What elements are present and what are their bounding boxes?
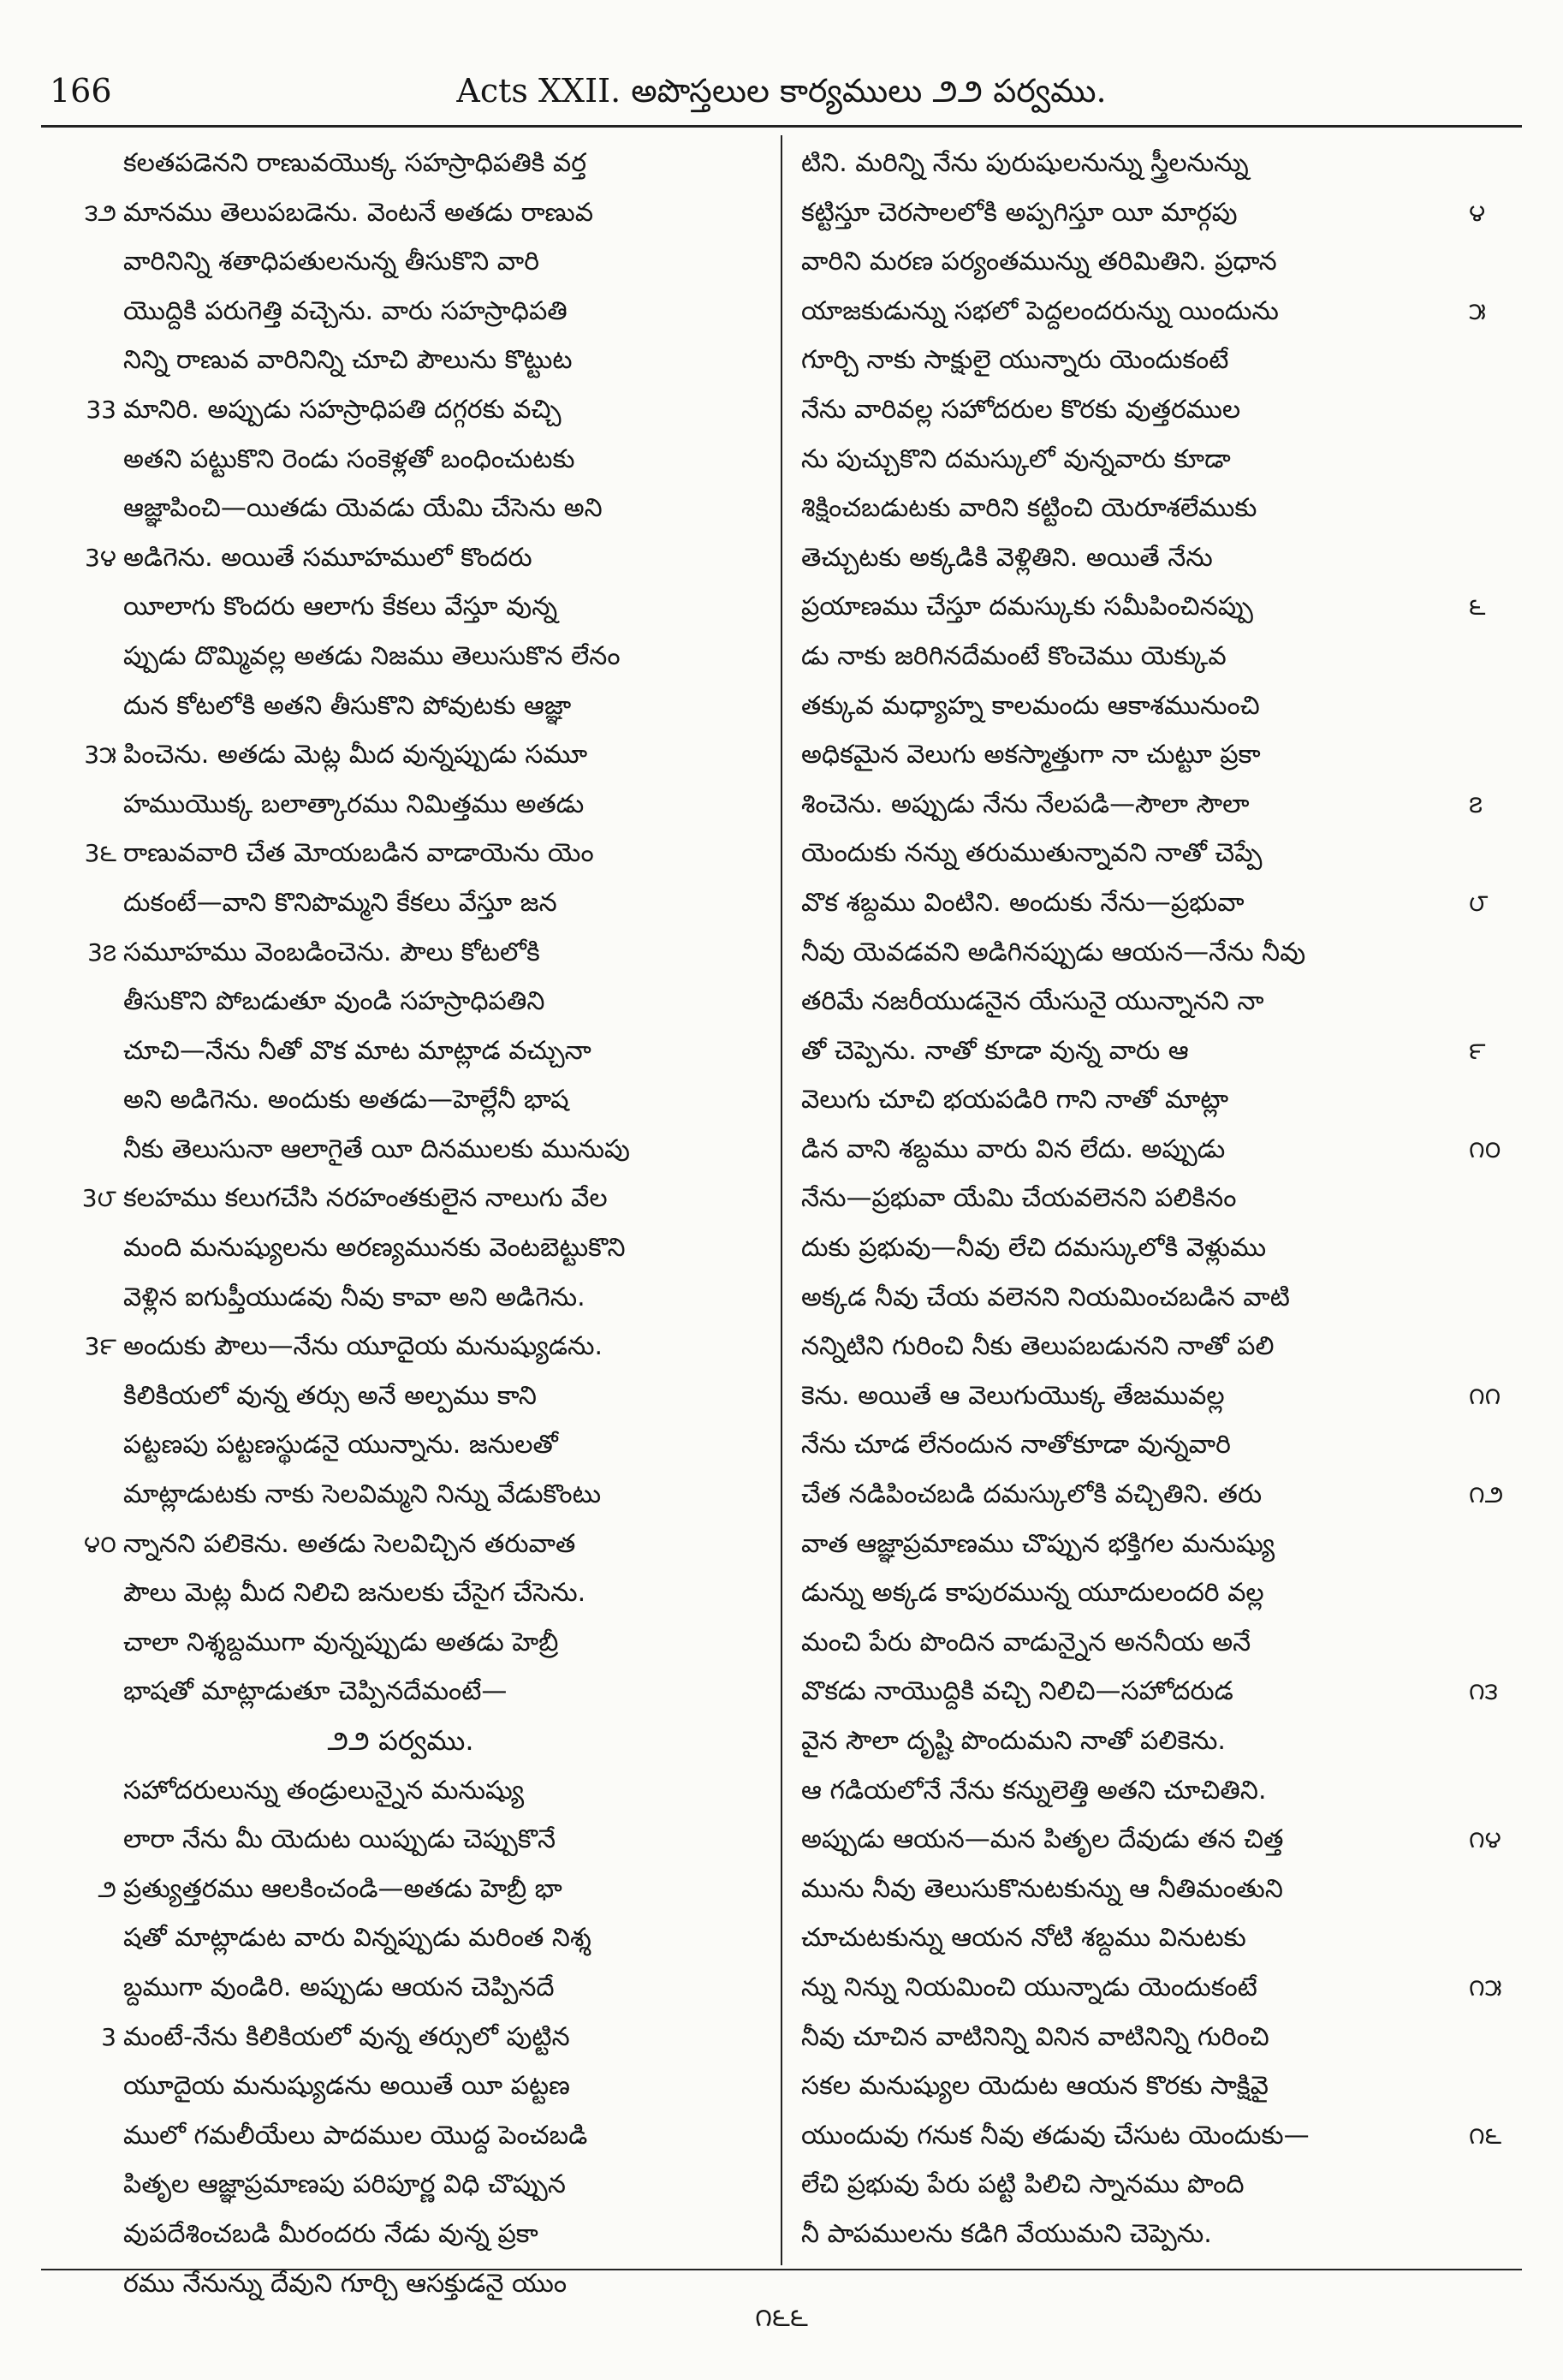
line-text: నీ పాపములను కడిగి వేయుమని చెప్పెను. xyxy=(801,2218,1212,2249)
text-line xyxy=(41,1223,760,1273)
text-line xyxy=(801,188,1520,238)
text-line xyxy=(801,139,1520,188)
line-text: నేను చూడ లేనందున నాతోకూడా వున్నవారి xyxy=(801,1430,1231,1461)
text-line xyxy=(41,1618,760,1668)
line-text: హముయొక్క బలాత్కారము నిమిత్తము అతడు xyxy=(123,788,585,819)
verse-number: ౪ xyxy=(1469,198,1486,227)
text-line xyxy=(41,632,760,681)
text-line xyxy=(801,2111,1520,2161)
text-line xyxy=(41,1963,760,2013)
line-text: డిన వాని శబ్దము వారు విన లేదు. అప్పుడు xyxy=(801,1133,1226,1164)
line-text: ఆ గడియలోనే నేను కన్నులెత్తి అతని చూచితిని. xyxy=(801,1775,1267,1806)
line-text: ను పుచ్చుకొని దమస్కులో వున్నవారు కూడా xyxy=(801,443,1231,474)
line-text: తెచ్చుటకు అక్కడికి వెళ్లితిని. అయితే నేను xyxy=(801,542,1213,573)
text-line xyxy=(801,977,1520,1026)
line-text: న్నానని పలికెను. అతడు సెలవిచ్చిన తరువాత xyxy=(123,1528,576,1559)
line-text: ౨౨ పర్వము. xyxy=(327,1724,474,1757)
text-line xyxy=(41,2259,760,2309)
line-text: పితృల ఆజ్ఞాప్రమాణపు పరిపూర్ణ విధి చొప్పున xyxy=(123,2169,566,2200)
line-text: ప్రయాణము చేస్తూ దమస్కుకు సమీపించినప్పు xyxy=(801,592,1253,622)
line-text: వొకడు నాయొద్దికి వచ్చి నిలిచి—సహోదరుడ xyxy=(801,1676,1233,1707)
text-line xyxy=(801,681,1520,731)
line-text: తక్కువ మధ్యాహ్న కాలమందు ఆకాశమునుంచి xyxy=(801,690,1260,721)
verse-number: ౪౦ xyxy=(83,1529,116,1558)
line-text: షతో మాట్లాడుట వారు విన్నప్పుడు మరింత నిశ్శ xyxy=(123,1923,591,1954)
line-text: ములో గమలీయేలు పాదముల యొద్ద పెంచబడి xyxy=(123,2120,588,2151)
line-text: లారా నేను మీ యెదుట యిప్పుడు చెప్పుకొనే xyxy=(123,1824,556,1855)
left-column xyxy=(41,139,760,2299)
line-text: చూచి—నేను నీతో వొక మాట మాట్లాడ వచ్చునా xyxy=(123,1035,591,1066)
line-text: పించెను. అతడు మెట్ల మీద వున్నప్పుడు సమూ xyxy=(123,740,588,771)
text-line xyxy=(801,1568,1520,1618)
verse-number: 3౭ xyxy=(87,937,116,967)
text-line xyxy=(801,582,1520,632)
text-line xyxy=(41,1865,760,1914)
line-text: పట్టణపు పట్టణస్థుడనై యున్నాను. జనులతో xyxy=(123,1430,558,1461)
line-text: నేను వారివల్ల సహోదరుల కొరకు వుత్తరముల xyxy=(801,394,1241,425)
text-line xyxy=(801,632,1520,681)
verse-number: ౯ xyxy=(1469,1036,1486,1065)
verse-number: ౩౨ xyxy=(85,198,116,227)
text-line xyxy=(801,878,1520,928)
text-line xyxy=(801,287,1520,336)
line-text: ఆజ్ఞాపించి—యితడు యెవడు యేమి చేసెను అని xyxy=(123,493,603,524)
text-line xyxy=(41,2160,760,2210)
right-column xyxy=(801,139,1520,2267)
line-text: యూదైయ మనుష్యుడను అయితే యీ పట్టణ xyxy=(123,2071,570,2102)
text-line xyxy=(801,1174,1520,1223)
text-line xyxy=(41,484,760,533)
line-text: దున కోటలోకి అతని తీసుకొని పోవుటకు ఆజ్ఞా xyxy=(123,690,572,721)
line-text: ప్పుడు దొమ్మివల్ల అతడు నిజము తెలుసుకొన లేనం xyxy=(123,640,621,671)
text-line xyxy=(41,533,760,583)
line-text: దుకంటే—వాని కొనిపొమ్మని కేకలు వేస్తూ జన xyxy=(123,887,557,918)
line-text: తీసుకొని పోబడుతూ వుండి సహస్రాధిపతిని xyxy=(123,986,545,1017)
line-text: వెలుగు చూచి భయపడిరి గాని నాతో మాట్లా xyxy=(801,1085,1229,1116)
line-text: మానిరి. అప్పుడు సహస్రాధిపతి దగ్గరకు వచ్చి xyxy=(123,394,562,425)
line-text: నీవు యెవడవని అడిగినప్పుడు ఆయన—నేను నీవు xyxy=(801,937,1306,967)
verse-number: ౧౦ xyxy=(1469,1134,1501,1163)
verse-number: ౧౧ xyxy=(1469,1381,1501,1410)
line-text: మంచి పేరు పొందిన వాడున్నైన అననీయ అనే xyxy=(801,1627,1251,1657)
text-line xyxy=(801,533,1520,583)
line-text: చూచుటకున్ను ఆయన నోటి శబ్దము వినుటకు xyxy=(801,1923,1246,1954)
line-text: సకల మనుష్యుల యెదుట ఆయన కొరకు సాక్షివై xyxy=(801,2071,1269,2102)
text-line xyxy=(41,928,760,978)
text-line xyxy=(801,1125,1520,1175)
text-line xyxy=(41,435,760,485)
verse-number: ౧౩ xyxy=(1469,1677,1498,1706)
text-line xyxy=(801,829,1520,878)
text-line xyxy=(801,1520,1520,1569)
text-line xyxy=(41,1520,760,1569)
text-line xyxy=(801,1470,1520,1520)
line-text: మంటే-నేను కిలికియలో వున్న తర్సులో పుట్టిన xyxy=(123,2021,570,2052)
line-text: కలతపడెనని రాణువయొక్క సహస్రాధిపతికి వర్త xyxy=(123,148,587,178)
line-text: నన్నిటిని గురించి నీకు తెలుపబడునని నాతో పలి xyxy=(801,1331,1275,1362)
text-line xyxy=(41,2111,760,2161)
text-line xyxy=(41,2062,760,2111)
header-rule xyxy=(41,125,1522,128)
verse-number: ౫ xyxy=(1469,296,1486,325)
verse-number: 33 xyxy=(86,395,116,424)
line-text: మును నీవు తెలుసుకొనుటకున్ను ఆ నీతిమంతుని xyxy=(801,1873,1283,1904)
verse-number: 3౪ xyxy=(84,543,116,572)
column-divider xyxy=(781,135,782,2265)
line-text: శించెను. అప్పుడు నేను నేలపడి—సౌలా సౌలా xyxy=(801,788,1250,819)
line-text: యెందుకు నన్ను తరుముతున్నావని నాతో చెప్పే xyxy=(801,838,1263,869)
verse-number: ౬ xyxy=(1469,592,1486,622)
verse-number: ౧౨ xyxy=(1469,1480,1504,1509)
line-text: దుకు ప్రభువు—నీవు లేచి దమస్కులోకి వెళ్లుము xyxy=(801,1233,1267,1264)
line-text: లేచి ప్రభువు పేరు పట్టి పిలిచి స్నానము పొంది xyxy=(801,2169,1245,2200)
text-line xyxy=(41,237,760,287)
text-line xyxy=(801,1223,1520,1273)
text-line xyxy=(41,1815,760,1865)
text-line xyxy=(801,1667,1520,1717)
footer-rule xyxy=(41,2269,1522,2270)
line-text: మానము తెలుపబడెను. వెంటనే అతడు రాణువ xyxy=(123,197,594,228)
chapter-heading xyxy=(41,1717,760,1766)
text-line xyxy=(41,780,760,830)
text-line xyxy=(41,188,760,238)
printer-signature: ౧౬౬ xyxy=(755,2303,808,2333)
text-line xyxy=(41,1026,760,1076)
line-text: వాత ఆజ్ఞాప్రమాణము చొప్పున భక్తిగల మనుష్యు xyxy=(801,1528,1275,1559)
line-text: చేత నడిపించబడి దమస్కులోకి వచ్చితిని. తరు xyxy=(801,1479,1263,1510)
line-text: వారిని మరణ పర్యంతమున్ను తరిమితిని. ప్రధాన xyxy=(801,247,1277,277)
text-line xyxy=(801,928,1520,978)
text-line xyxy=(41,287,760,336)
line-text: డు నాకు జరిగినదేమంటే కొంచెము యెక్కువ xyxy=(801,640,1227,671)
text-line xyxy=(801,2062,1520,2111)
line-text: అని అడిగెను. అందుకు అతడు—హెల్లేనీ భాష xyxy=(123,1085,569,1116)
verse-number: 3౯ xyxy=(84,1332,116,1361)
text-line xyxy=(801,237,1520,287)
text-line xyxy=(41,1568,760,1618)
line-text: వొక శబ్దము వింటిని. అందుకు నేను—ప్రభువా xyxy=(801,887,1245,918)
text-line xyxy=(41,1371,760,1421)
line-text: బ్దముగా వుండిరి. అప్పుడు ఆయన చెప్పినదే xyxy=(123,1972,555,2002)
text-line xyxy=(41,385,760,435)
text-line xyxy=(801,1420,1520,1470)
text-line xyxy=(801,1766,1520,1816)
line-text: రము నేనున్ను దేవుని గూర్చి ఆసక్తుడనై యుం xyxy=(123,2268,568,2299)
verse-number: 3 xyxy=(101,2022,116,2051)
verse-number: ౧౪ xyxy=(1469,1825,1501,1854)
line-text: అప్పుడు ఆయన—మన పితృల దేవుడు తన చిత్త xyxy=(801,1824,1284,1855)
line-text: శిక్షించబడుటకు వారిని కట్టించి యెరూశలేముకు xyxy=(801,493,1257,524)
text-line xyxy=(41,139,760,188)
text-line xyxy=(801,2013,1520,2062)
line-text: భాషతో మాట్లాడుతూ చెప్పినదేమంటే— xyxy=(123,1676,508,1707)
line-text: వారినిన్ని శతాధిపతులనున్న తీసుకొని వారి xyxy=(123,247,539,277)
text-line xyxy=(801,1717,1520,1766)
text-line xyxy=(41,681,760,731)
text-line xyxy=(801,1322,1520,1371)
verse-number: 3౫ xyxy=(84,741,116,770)
text-line xyxy=(41,730,760,780)
line-text: వెళ్లిన ఐగుప్తీయుడవు నీవు కావా అని అడిగెను. xyxy=(123,1282,585,1312)
line-text: ప్రత్యుత్తరము ఆలకించండి—అతడు హెబ్రీ భా xyxy=(123,1873,562,1904)
text-line xyxy=(41,829,760,878)
text-line xyxy=(801,730,1520,780)
page-header xyxy=(41,67,1522,127)
running-title: Acts XXII. అపొస్తలుల కార్యములు ౨౨ పర్వము. xyxy=(456,72,1107,110)
line-text: అతని పట్టుకొని రెండు సంకెళ్లతో బంధించుటకు xyxy=(123,443,575,474)
line-text: కిలికియలో వున్న తర్సు అనే అల్పము కాని xyxy=(123,1380,537,1411)
text-line xyxy=(801,1815,1520,1865)
text-line xyxy=(41,878,760,928)
text-line xyxy=(801,1913,1520,1963)
text-line xyxy=(801,1865,1520,1914)
text-line xyxy=(41,1667,760,1717)
text-line xyxy=(801,1273,1520,1323)
line-text: తో చెప్పెను. నాతో కూడా వున్న వారు ఆ xyxy=(801,1035,1189,1066)
text-line xyxy=(801,2160,1520,2210)
line-text: యొద్దికి పరుగెత్తి వచ్చెను. వారు సహస్రాధిపతి xyxy=(123,295,568,326)
line-text: సమూహము వెంబడించెను. పౌలు కోటలోకి xyxy=(123,937,540,967)
text-line xyxy=(801,780,1520,830)
line-text: వుపదేశించబడి మీరందరు నేడు వున్న ప్రకా xyxy=(123,2218,538,2249)
line-text: కట్టిస్తూ చెరసాలలోకి అప్పగిస్తూ యీ మార్గపు xyxy=(801,197,1238,228)
line-text: పౌలు మెట్ల మీద నిలిచి జనులకు చేసైగ చేసెను. xyxy=(123,1578,586,1609)
line-text: నిన్ని రాణువ వారినిన్ని చూచి పౌలును కొట్టుట xyxy=(123,345,573,376)
text-line xyxy=(801,2210,1520,2259)
text-line xyxy=(801,1371,1520,1421)
text-line xyxy=(41,1420,760,1470)
line-text: వైన సౌలా దృష్టి పొందుమని నాతో పలికెను. xyxy=(801,1726,1226,1756)
text-line xyxy=(41,1174,760,1223)
text-line xyxy=(801,1963,1520,2013)
line-text: కలహము కలుగచేసి నరహంతకులైన నాలుగు వేల xyxy=(123,1183,608,1214)
line-text: నీవు చూచిన వాటినిన్ని వినిన వాటినిన్ని గురించి xyxy=(801,2021,1269,2052)
verse-number: ౧౫ xyxy=(1469,1972,1502,2002)
text-line xyxy=(801,385,1520,435)
verse-number: ౭ xyxy=(1469,789,1483,818)
text-line xyxy=(41,977,760,1026)
line-text: గూర్చి నాకు సాక్షులై యున్నారు యెందుకంటే xyxy=(801,345,1229,376)
text-line xyxy=(41,336,760,385)
verse-number: 3౬ xyxy=(84,839,116,868)
line-text: రాణువవారి చేత మోయబడిన వాడాయెను యెం xyxy=(123,838,594,869)
verse-number: ౮ xyxy=(1469,888,1489,917)
text-line xyxy=(801,1618,1520,1668)
line-text: నీకు తెలుసునా ఆలాగైతే యీ దినములకు మునుపు xyxy=(123,1133,630,1164)
text-line xyxy=(801,1026,1520,1076)
text-line xyxy=(41,1075,760,1125)
text-line xyxy=(41,2210,760,2259)
text-line xyxy=(41,1913,760,1963)
line-text: చాలా నిశ్శబ్దముగా వున్నప్పుడు అతడు హెబ్రీ xyxy=(123,1627,559,1657)
line-text: సహోదరులున్ను తండ్రులున్నైన మనుష్యు xyxy=(123,1775,525,1806)
line-text: టిని. మరిన్ని నేను పురుషులనున్ను స్త్రీలనున్ను xyxy=(801,148,1249,178)
text-line xyxy=(41,2013,760,2062)
line-text: అడిగెను. అయితే సమూహములో కొందరు xyxy=(123,542,532,573)
line-text: యుందువు గనుక నీవు తడువు చేసుట యెందుకు— xyxy=(801,2120,1310,2151)
line-text: యాజకుడున్ను సభలో పెద్దలందరున్ను యిందును xyxy=(801,295,1279,326)
line-text: నేను—ప్రభువా యేమి చేయవలెనని పలికినం xyxy=(801,1183,1237,1214)
verse-number: 3౮ xyxy=(81,1184,116,1213)
text-line xyxy=(801,484,1520,533)
line-text: కెను. అయితే ఆ వెలుగుయొక్క తేజమువల్ల xyxy=(801,1380,1225,1411)
text-line xyxy=(41,1322,760,1371)
line-text: మాట్లాడుటకు నాకు సెలవిమ్మని నిన్ను వేడుకొంటు xyxy=(123,1479,602,1510)
text-line xyxy=(41,1273,760,1323)
line-text: అధికమైన వెలుగు అకస్మాత్తుగా నా చుట్టూ ప్రకా xyxy=(801,740,1261,771)
line-text: న్ను నిన్ను నియమించి యున్నాడు యెందుకంటే xyxy=(801,1972,1257,2002)
line-text: అక్కడ నీవు చేయ వలెనని నియమించబడిన వాటి xyxy=(801,1282,1290,1312)
line-text: అందుకు పౌలు—నేను యూదైయ మనుష్యుడను. xyxy=(123,1331,603,1362)
line-text: యీలాగు కొందరు ఆలాగు కేకలు వేస్తూ వున్న xyxy=(123,592,558,622)
text-line xyxy=(41,1470,760,1520)
text-line xyxy=(41,1766,760,1816)
text-line xyxy=(801,336,1520,385)
line-text: తరిమే నజరీయుడనైన యేసునై యున్నానని నా xyxy=(801,986,1264,1017)
text-line xyxy=(801,435,1520,485)
verse-number: ౨ xyxy=(98,1874,116,1903)
page-number: 166 xyxy=(50,72,112,110)
line-text: డున్ను అక్కడ కాపురమున్న యూదులందరి వల్ల xyxy=(801,1578,1264,1609)
text-line xyxy=(41,1125,760,1175)
text-line xyxy=(41,582,760,632)
line-text: మంది మనుష్యులను అరణ్యమునకు వెంటబెట్టుకొని xyxy=(123,1233,626,1264)
verse-number: ౧౬ xyxy=(1469,2121,1502,2150)
text-line xyxy=(801,1075,1520,1125)
